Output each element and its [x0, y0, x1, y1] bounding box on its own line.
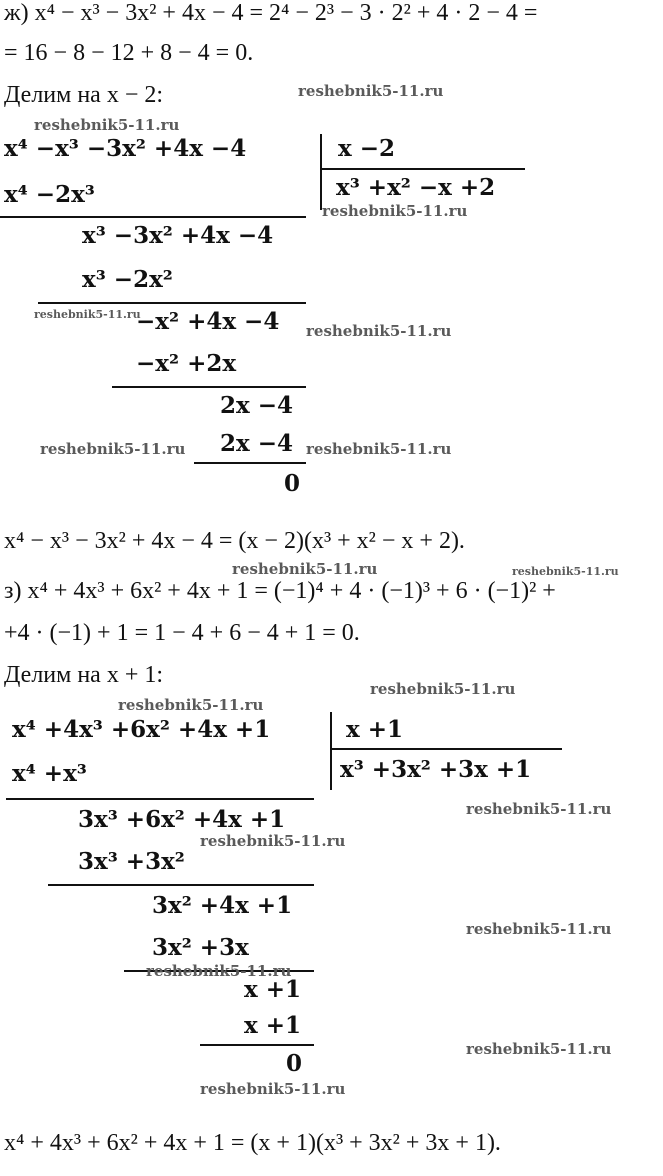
division-bracket-vertical	[330, 712, 332, 790]
step-7: x +1	[244, 1012, 301, 1039]
step-4: 3x² +4x +1	[152, 892, 293, 919]
step-1: x⁴ −2x³	[4, 181, 95, 208]
divisor: x +1	[346, 716, 403, 743]
division-bracket-horizontal	[330, 748, 562, 750]
watermark: reshebnik5-11.ru	[298, 82, 444, 100]
step-rule	[112, 386, 306, 388]
remainder: 0	[286, 1050, 303, 1077]
watermark: reshebnik5-11.ru	[146, 962, 292, 980]
watermark: reshebnik5-11.ru	[370, 680, 516, 698]
step-4: −x² +4x −4	[136, 308, 280, 335]
step-2: 3x³ +6x² +4x +1	[78, 806, 286, 833]
step-3: x³ −2x²	[82, 266, 173, 293]
watermark: reshebnik5-11.ru	[322, 202, 468, 220]
step-rule	[38, 302, 306, 304]
step-5: 3x² +3x	[152, 934, 249, 961]
watermark: reshebnik5-11.ru	[232, 560, 378, 578]
watermark: reshebnik5-11.ru	[306, 440, 452, 458]
remainder: 0	[284, 470, 301, 497]
step-rule	[0, 216, 306, 218]
step-6: x +1	[244, 976, 301, 1003]
problem-zh-line2: = 16 − 8 − 12 + 8 − 4 = 0.	[4, 40, 254, 66]
problem-z-result: x⁴ + 4x³ + 6x² + 4x + 1 = (x + 1)(x³ + 3x² + 3x + 1).	[4, 1130, 501, 1156]
watermark: reshebnik5-11.ru	[34, 116, 180, 134]
problem-z-divide-text: Делим на x + 1:	[4, 662, 164, 688]
watermark: reshebnik5-11.ru	[512, 565, 619, 578]
problem-zh-line1: ж) x⁴ − x³ − 3x² + 4x − 4 = 2⁴ − 2³ − 3 · 2² + 4 · 2 − 4 =	[4, 0, 538, 26]
division-bracket-vertical	[320, 134, 322, 210]
problem-zh-divide-text: Делим на x − 2:	[4, 82, 164, 108]
divisor: x −2	[338, 135, 395, 162]
step-rule	[6, 798, 314, 800]
dividend: x⁴ −x³ −3x² +4x −4	[4, 135, 247, 162]
step-6: 2x −4	[220, 392, 293, 419]
step-2: x³ −3x² +4x −4	[82, 222, 274, 249]
step-5: −x² +2x	[136, 350, 237, 377]
watermark: reshebnik5-11.ru	[34, 308, 141, 321]
watermark: reshebnik5-11.ru	[118, 696, 264, 714]
quotient: x³ +3x² +3x +1	[340, 756, 532, 783]
step-rule	[200, 1044, 314, 1046]
watermark: reshebnik5-11.ru	[466, 1040, 612, 1058]
problem-z-line2: +4 · (−1) + 1 = 1 − 4 + 6 − 4 + 1 = 0.	[4, 620, 360, 646]
quotient: x³ +x² −x +2	[336, 174, 496, 201]
step-3: 3x³ +3x²	[78, 848, 185, 875]
dividend: x⁴ +4x³ +6x² +4x +1	[12, 716, 271, 743]
step-1: x⁴ +x³	[12, 760, 87, 787]
watermark: reshebnik5-11.ru	[466, 920, 612, 938]
step-7: 2x −4	[220, 430, 293, 457]
problem-zh-result: x⁴ − x³ − 3x² + 4x − 4 = (x − 2)(x³ + x² − x + 2).	[4, 528, 465, 554]
watermark: reshebnik5-11.ru	[200, 832, 346, 850]
watermark: reshebnik5-11.ru	[40, 440, 186, 458]
watermark: reshebnik5-11.ru	[200, 1080, 346, 1098]
division-bracket-horizontal	[320, 168, 525, 170]
step-rule	[48, 884, 314, 886]
step-rule	[194, 462, 306, 464]
problem-z-line1: з) x⁴ + 4x³ + 6x² + 4x + 1 = (−1)⁴ + 4 · (−1)³ + 6 · (−1)² +	[4, 578, 556, 604]
watermark: reshebnik5-11.ru	[306, 322, 452, 340]
watermark: reshebnik5-11.ru	[466, 800, 612, 818]
